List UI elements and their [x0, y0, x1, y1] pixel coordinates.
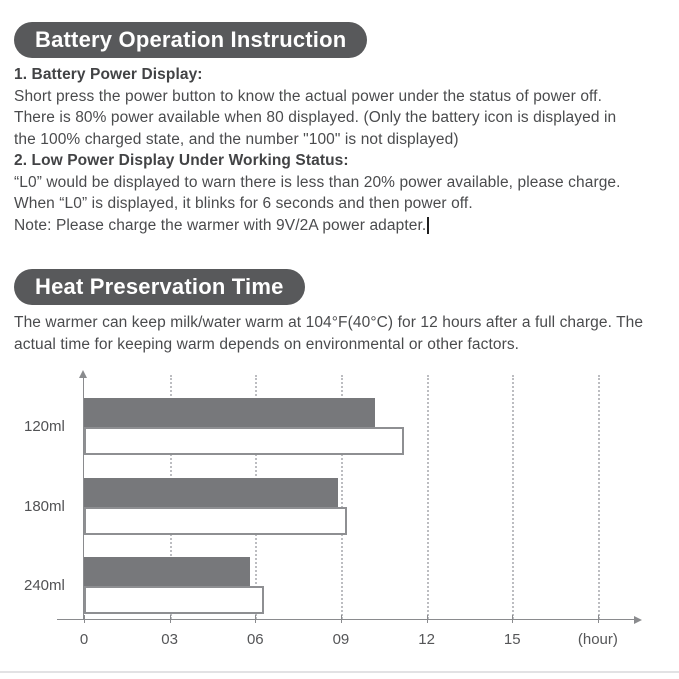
chart-y-axis	[83, 378, 84, 619]
battery-note-line	[14, 215, 666, 237]
chart-gridline	[512, 375, 514, 619]
category-label-240ml: 240ml	[24, 577, 65, 594]
chart-x-axis	[57, 619, 635, 620]
heat-text-line: actual time for keeping warm depends on environmental or other factors.	[14, 335, 520, 353]
y-axis-arrow-icon	[79, 370, 87, 378]
battery-note-text: Note: Please charge the warmer with 9V/2A power adapter.	[14, 216, 427, 234]
section-title-heat-preservation: Heat Preservation Time	[14, 269, 305, 305]
chart-gridline	[427, 375, 429, 619]
bar-white-bar-120ml	[84, 427, 404, 455]
battery-heading-power-display: 1. Battery Power Display:	[14, 66, 203, 83]
x-tick-label-09: 09	[332, 631, 350, 648]
battery-text-line: There is 80% power available when 80 displayed. (Only the battery icon is displayed in	[14, 109, 617, 126]
x-tick-label-15: 15	[503, 631, 521, 648]
battery-text-line: When “L0” is displayed, it blinks for 6 seconds and then power off.	[14, 195, 473, 212]
heat-text-line: The warmer can keep milk/water warm at 104°F(40°C) for 12 hours after a full charge. The	[14, 314, 644, 331]
battery-text-line: the 100% charged state, and the number "100" is not displayed)	[14, 130, 459, 148]
bar-white-bar-240ml	[84, 586, 264, 614]
heat-preservation-text[interactable]	[14, 312, 666, 355]
bar-dark-bar-240ml	[84, 557, 250, 586]
battery-instructions-text[interactable]	[14, 64, 666, 236]
section-title-battery-operation: Battery Operation Instruction	[14, 22, 367, 58]
battery-heading-low-power: 2. Low Power Display Under Working Status:	[14, 152, 349, 169]
bar-dark-bar-180ml	[84, 478, 338, 507]
bottom-divider-line	[0, 671, 679, 673]
heat-preservation-chart	[0, 370, 679, 670]
battery-text-line: “L0” would be displayed to warn there is less than 20% power available, please charge.	[14, 173, 621, 191]
chart-plot-area	[0, 370, 679, 670]
x-tick-label-0: 0	[79, 631, 89, 648]
bar-dark-bar-120ml	[84, 398, 375, 427]
battery-text-line: Short press the power button to know the actual power under the status of power off.	[14, 87, 602, 105]
x-axis-unit-label: (hour)	[577, 631, 618, 648]
text-cursor-caret	[427, 217, 429, 234]
category-label-120ml: 120ml	[24, 418, 65, 435]
chart-gridline	[598, 375, 600, 619]
x-tick-label-03: 03	[161, 631, 178, 648]
x-tick-label-12: 12	[418, 631, 435, 648]
x-axis-arrow-icon	[634, 616, 642, 624]
x-tick-label-06: 06	[246, 631, 264, 648]
bar-white-bar-180ml	[84, 507, 347, 535]
category-label-180ml: 180ml	[24, 497, 65, 515]
